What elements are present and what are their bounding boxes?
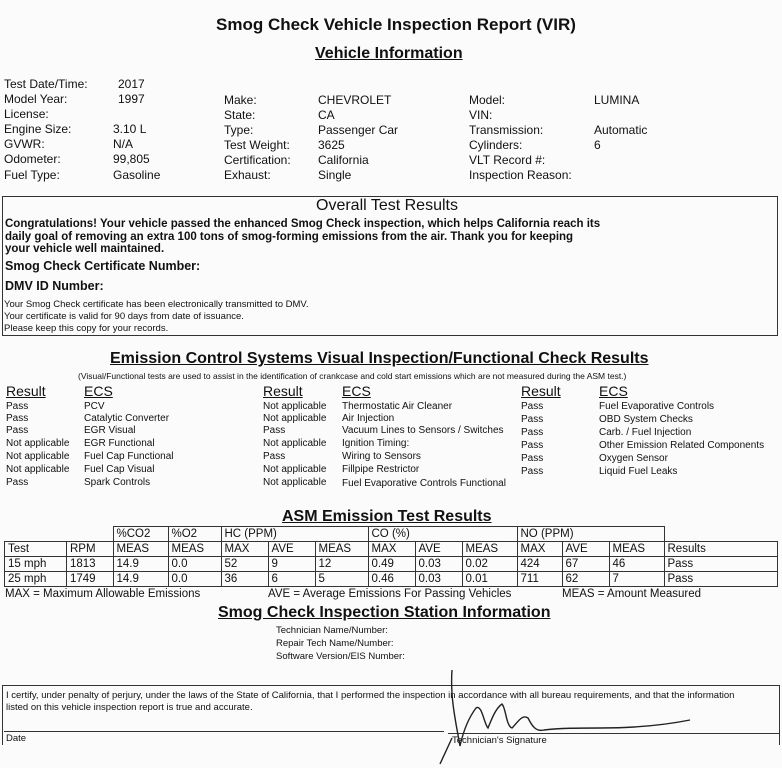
ecs-result-header-3: Result: [521, 383, 561, 399]
asm-subheader: AVE: [562, 542, 609, 557]
ecs-result-header-2: Result: [263, 383, 303, 399]
note-line-1: Your Smog Check certificate has been electronically transmitted to DMV.: [4, 299, 309, 310]
certification-label: Certification:: [224, 153, 291, 167]
software-version-label: Software Version/EIS Number:: [276, 651, 405, 662]
ecs-item: Air Injection: [342, 413, 395, 424]
cylinders-label: Cylinders:: [469, 138, 523, 152]
asm-subheader: AVE: [268, 542, 315, 557]
asm-cell: 6: [268, 572, 315, 587]
table-row: [5, 572, 778, 587]
ecs-item: Wiring to Sensors: [342, 451, 421, 462]
ecs-result-header-1: Result: [6, 383, 46, 399]
state-value: CA: [318, 108, 335, 122]
ecs-item: Fuel Cap Visual: [84, 464, 155, 475]
asm-cell: 67: [562, 557, 609, 572]
technician-name-label: Technician Name/Number:: [276, 625, 388, 636]
ecs-item: Liquid Fuel Leaks: [599, 466, 678, 477]
signature-label: Technician's Signature: [452, 735, 547, 746]
asm-cell: 9: [268, 557, 315, 572]
exhaust-label: Exhaust:: [224, 168, 271, 182]
handwritten-signature: [430, 668, 710, 768]
asm-cell: 0.49: [368, 557, 415, 572]
make-value: CHEVROLET: [318, 93, 392, 107]
legend-max: MAX = Maximum Allowable Emissions: [5, 588, 201, 600]
test-date-value: 2017: [118, 77, 145, 91]
ecs-item: Fuel Cap Functional: [84, 451, 174, 462]
asm-blank-cell: [67, 527, 114, 542]
asm-subheader: Results: [664, 542, 777, 557]
model-label: Model:: [469, 93, 506, 107]
asm-cell: 424: [517, 557, 562, 572]
ecs-result: Not applicable: [6, 438, 70, 449]
odometer-value: 99,805: [113, 152, 150, 166]
report-title: Smog Check Vehicle Inspection Report (VIR): [216, 15, 576, 34]
license-label: License:: [4, 107, 49, 121]
station-title: Smog Check Inspection Station Information: [218, 604, 551, 621]
asm-cell: 7: [609, 572, 664, 587]
date-line: [4, 731, 444, 732]
model-year-label: Model Year:: [4, 92, 68, 106]
table-row: [5, 557, 778, 572]
inspection-reason-label: Inspection Reason:: [469, 168, 572, 182]
asm-subheader: MEAS: [168, 542, 221, 557]
ecs-item: Fuel Evaporative Controls Functional: [342, 478, 506, 489]
model-value: LUMINA: [594, 93, 640, 107]
gvwr-label: GVWR:: [4, 137, 45, 151]
asm-cell: 1749: [67, 572, 114, 587]
asm-group-no: NO (PPM): [517, 527, 664, 542]
ecs-item: EGR Visual: [84, 425, 136, 436]
exhaust-value: Single: [318, 168, 352, 182]
ecs-item: Catalytic Converter: [84, 413, 170, 424]
note-line-2: Your certificate is valid for 90 days from date of issuance.: [4, 311, 244, 322]
transmission-label: Transmission:: [469, 123, 544, 137]
asm-subheader-row: [5, 542, 778, 557]
ecs-result: Not applicable: [263, 464, 327, 475]
make-label: Make:: [224, 93, 257, 107]
ecs-item: Spark Controls: [84, 477, 151, 488]
asm-cell: Pass: [664, 557, 777, 572]
note-line-3: Please keep this copy for your records.: [4, 323, 169, 334]
ecs-result: Pass: [521, 466, 544, 477]
ecs-result: Pass: [263, 425, 286, 436]
asm-cell: 0.46: [368, 572, 415, 587]
asm-subheader: MEAS: [609, 542, 664, 557]
test-weight-value: 3625: [318, 138, 345, 152]
ecs-item: Ignition Timing:: [342, 438, 410, 449]
congrats-line-2: daily goal of removing an extra 100 tons of smog-forming emissions from the air. Thank you for keeping: [5, 231, 574, 243]
engine-size-value: 3.10 L: [113, 122, 147, 136]
fuel-type-label: Fuel Type:: [4, 168, 60, 182]
asm-title: ASM Emission Test Results: [282, 508, 492, 525]
fuel-type-value: Gasoline: [113, 168, 161, 182]
asm-subheader: RPM: [67, 542, 114, 557]
certificate-number-label: Smog Check Certificate Number:: [5, 259, 201, 273]
type-value: Passenger Car: [318, 123, 399, 137]
ecs-result: Pass: [521, 414, 544, 425]
vehicle-info-title: Vehicle Information: [315, 45, 463, 62]
vlt-record-label: VLT Record #:: [469, 153, 546, 167]
ecs-item: PCV: [84, 401, 105, 412]
ecs-item: Vacuum Lines to Sensors / Switches: [342, 425, 504, 436]
ecs-item: Thermostatic Air Cleaner: [342, 401, 453, 412]
asm-subheader: MAX: [221, 542, 268, 557]
asm-group-hc: HC (PPM): [221, 527, 368, 542]
ecs-item: Other Emission Related Components: [599, 440, 765, 451]
ecs-subtitle: (Visual/Functional tests are used to assist in the identification of crankcase and cold start emissions which are not measured during the ASM test.): [78, 371, 627, 381]
engine-size-label: Engine Size:: [4, 122, 72, 136]
asm-subheader: MAX: [517, 542, 562, 557]
ecs-item: Oxygen Sensor: [599, 453, 668, 464]
gvwr-value: N/A: [113, 137, 134, 151]
state-label: State:: [224, 108, 256, 122]
asm-cell: 5: [315, 572, 368, 587]
asm-cell: 52: [221, 557, 268, 572]
asm-group-co2: %CO2: [113, 527, 168, 542]
ecs-title: Emission Control Systems Visual Inspection/Functional Check Results: [110, 350, 649, 367]
asm-cell: Pass: [664, 572, 777, 587]
ecs-item: Fuel Evaporative Controls: [599, 401, 715, 412]
ecs-result: Not applicable: [263, 477, 327, 488]
asm-cell: 14.9: [113, 572, 168, 587]
legend-meas: MEAS = Amount Measured: [562, 588, 702, 600]
asm-cell: 0.02: [462, 557, 517, 572]
cylinders-value: 6: [594, 138, 601, 152]
asm-subheader: MAX: [368, 542, 415, 557]
certification-value: California: [318, 153, 369, 167]
certify-text-1: I certify, under penalty of perjury, under the laws of the State of California, that I performed the inspection in accordance with all bureau requirements, and that the information: [6, 690, 735, 701]
ecs-result: Pass: [6, 477, 29, 488]
test-date-label: Test Date/Time:: [4, 77, 88, 91]
ecs-result: Pass: [6, 401, 29, 412]
asm-cell: 25 mph: [5, 572, 67, 587]
ecs-result: Pass: [521, 440, 544, 451]
asm-group-header-row: [5, 527, 778, 542]
odometer-label: Odometer:: [4, 152, 61, 166]
asm-cell: 62: [562, 572, 609, 587]
repair-tech-label: Repair Tech Name/Number:: [276, 638, 394, 649]
ecs-ecs-header-2: ECS: [342, 383, 371, 399]
certify-text-2: listed on this vehicle inspection report is true and accurate.: [6, 702, 253, 713]
asm-subheader: AVE: [415, 542, 462, 557]
asm-subheader: MEAS: [113, 542, 168, 557]
ecs-ecs-header-3: ECS: [599, 383, 628, 399]
asm-group-o2: %O2: [168, 527, 221, 542]
asm-cell: 0.03: [415, 557, 462, 572]
ecs-result: Pass: [6, 425, 29, 436]
model-year-value: 1997: [118, 92, 145, 106]
asm-cell: 0.03: [415, 572, 462, 587]
dmv-id-label: DMV ID Number:: [5, 279, 104, 293]
ecs-result: Pass: [521, 427, 544, 438]
ecs-result: Not applicable: [263, 413, 327, 424]
asm-subheader: MEAS: [462, 542, 517, 557]
asm-cell: 0.0: [168, 572, 221, 587]
ecs-result: Not applicable: [263, 438, 327, 449]
ecs-item: OBD System Checks: [599, 414, 693, 425]
asm-cell: 15 mph: [5, 557, 67, 572]
asm-subheader: MEAS: [315, 542, 368, 557]
asm-cell: 1813: [67, 557, 114, 572]
ecs-result: Not applicable: [6, 464, 70, 475]
congrats-line-1: Congratulations! Your vehicle passed the enhanced Smog Check inspection, which helps California reach its: [5, 218, 601, 230]
type-label: Type:: [224, 123, 254, 137]
vin-label: VIN:: [469, 108, 493, 122]
overall-results-title: Overall Test Results: [316, 197, 458, 214]
congrats-line-3: your vehicle well maintained.: [5, 243, 165, 255]
ecs-result: Pass: [521, 401, 544, 412]
transmission-value: Automatic: [594, 123, 648, 137]
ecs-result: Pass: [263, 451, 286, 462]
ecs-result: Pass: [521, 453, 544, 464]
asm-group-co: CO (%): [368, 527, 517, 542]
asm-cell: 711: [517, 572, 562, 587]
asm-cell: 0.01: [462, 572, 517, 587]
asm-cell: 0.0: [168, 557, 221, 572]
ecs-item: Fillpipe Restrictor: [342, 464, 420, 475]
ecs-result: Not applicable: [6, 451, 70, 462]
ecs-result: Not applicable: [263, 401, 327, 412]
ecs-ecs-header-1: ECS: [84, 383, 113, 399]
asm-cell: 36: [221, 572, 268, 587]
ecs-result: Pass: [6, 413, 29, 424]
asm-cell: 12: [315, 557, 368, 572]
ecs-item: Carb. / Fuel Injection: [599, 427, 692, 438]
asm-cell: 14.9: [113, 557, 168, 572]
legend-ave: AVE = Average Emissions For Passing Vehicles: [268, 588, 512, 600]
asm-cell: 46: [609, 557, 664, 572]
asm-blank-cell: [664, 527, 777, 542]
test-weight-label: Test Weight:: [224, 138, 290, 152]
asm-blank-cell: [5, 527, 67, 542]
asm-results-table: [4, 526, 778, 587]
ecs-item: EGR Functional: [84, 438, 155, 449]
asm-subheader: Test: [5, 542, 67, 557]
date-label: Date: [6, 733, 27, 744]
